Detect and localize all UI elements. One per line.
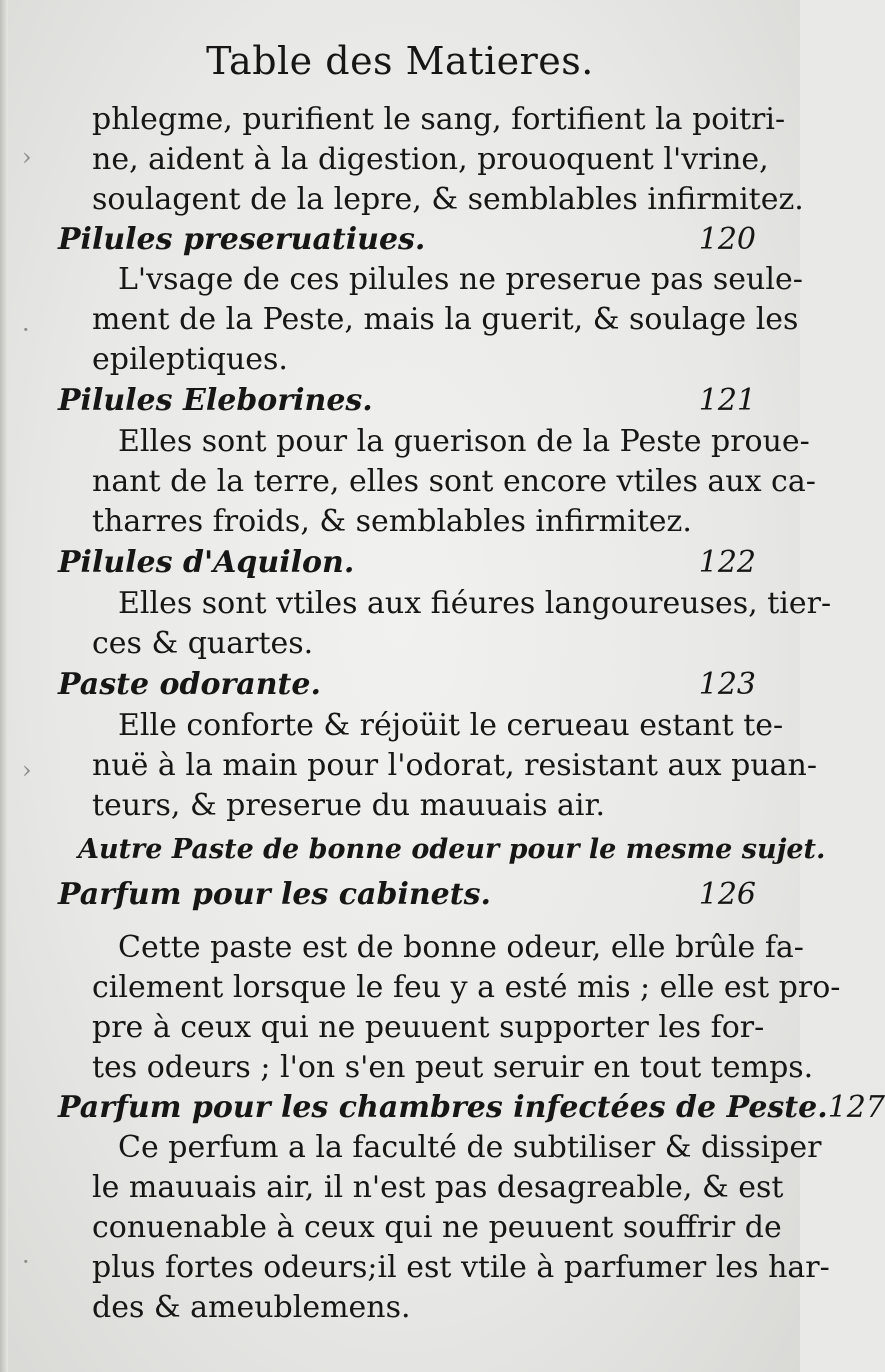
text-line: tharres froids, & semblables infirmitez. <box>92 504 692 539</box>
entry-page-number: 126 <box>698 877 756 912</box>
text-line: conuenable à ceux qui ne peuuent souffrir de <box>92 1210 782 1245</box>
bleed-through-mark: · <box>22 1248 30 1276</box>
text-line: ment de la Peste, mais la guerit, & soulage les <box>92 302 799 337</box>
text-line: Ce perfum a la faculté de subtiliser & dissiper <box>118 1130 822 1165</box>
text-line: cilement lorsque le feu y a esté mis ; elle est pro- <box>92 970 841 1005</box>
text-line: phlegme, purifient le sang, fortifient la poitri- <box>92 102 786 137</box>
text-line: ne, aident à la digestion, prouoquent l'vrine, <box>92 142 769 177</box>
text-line: pre à ceux qui ne peuuent supporter les for- <box>92 1010 765 1045</box>
entry-page-number: 127 <box>827 1090 885 1125</box>
entry-page-number: 121 <box>698 383 756 418</box>
text-line: Elle conforte & réjoüit le cerueau estant te- <box>118 708 784 743</box>
text-line: le mauuais air, il n'est pas desagreable, & est <box>92 1170 784 1205</box>
text-line: teurs, & preserue du mauuais air. <box>92 788 606 823</box>
running-title: Table des Matieres. <box>206 39 594 83</box>
entry-page-number: 122 <box>698 545 756 580</box>
entry-heading <box>58 543 756 583</box>
bleed-through-mark: › <box>22 756 32 784</box>
bleed-through-mark: › <box>22 143 32 171</box>
entry-title: Pilules preseruatiues. <box>58 222 426 257</box>
entry-heading <box>58 1088 885 1128</box>
entry-title: Parfum pour les chambres infectées de Peste. <box>58 1090 828 1125</box>
page-gutter-shadow <box>0 0 8 1372</box>
entry-page-number: 123 <box>698 667 756 702</box>
text-line: des & ameublemens. <box>92 1290 411 1325</box>
text-line: Elles sont pour la guerison de la Peste proue- <box>118 424 810 459</box>
text-line: epileptiques. <box>92 342 288 377</box>
entry-title: Pilules Eleborines. <box>58 383 373 418</box>
text-line: ces & quartes. <box>92 626 314 661</box>
entry-page-number: 120 <box>698 222 756 257</box>
text-line: Elles sont vtiles aux fiéures langoureuses, tier- <box>118 586 832 621</box>
text-line: nuë à la main pour l'odorat, resistant aux puan- <box>92 748 818 783</box>
text-line: L'vsage de ces pilules ne preserue pas seule- <box>118 262 803 297</box>
entry-heading <box>58 875 756 915</box>
text-line: soulagent de la lepre, & semblables infirmitez. <box>92 182 804 217</box>
text-line: nant de la terre, elles sont encore vtiles aux ca- <box>92 464 816 499</box>
text-line: tes odeurs ; l'on s'en peut seruir en tout temps. <box>92 1050 814 1085</box>
entry-subheading: Autre Paste de bonne odeur pour le mesme sujet. <box>78 834 826 865</box>
text-line: plus fortes odeurs;il est vtile à parfumer les har- <box>92 1250 830 1285</box>
entry-title: Pilules d'Aquilon. <box>58 545 355 580</box>
entry-heading <box>58 381 756 421</box>
entry-title: Parfum pour les cabinets. <box>58 877 491 912</box>
entry-heading <box>58 665 756 705</box>
entry-heading <box>58 220 756 260</box>
entry-title: Paste odorante. <box>58 667 321 702</box>
bleed-through-mark: · <box>22 316 30 344</box>
text-line: Cette paste est de bonne odeur, elle brûle fa- <box>118 930 804 965</box>
